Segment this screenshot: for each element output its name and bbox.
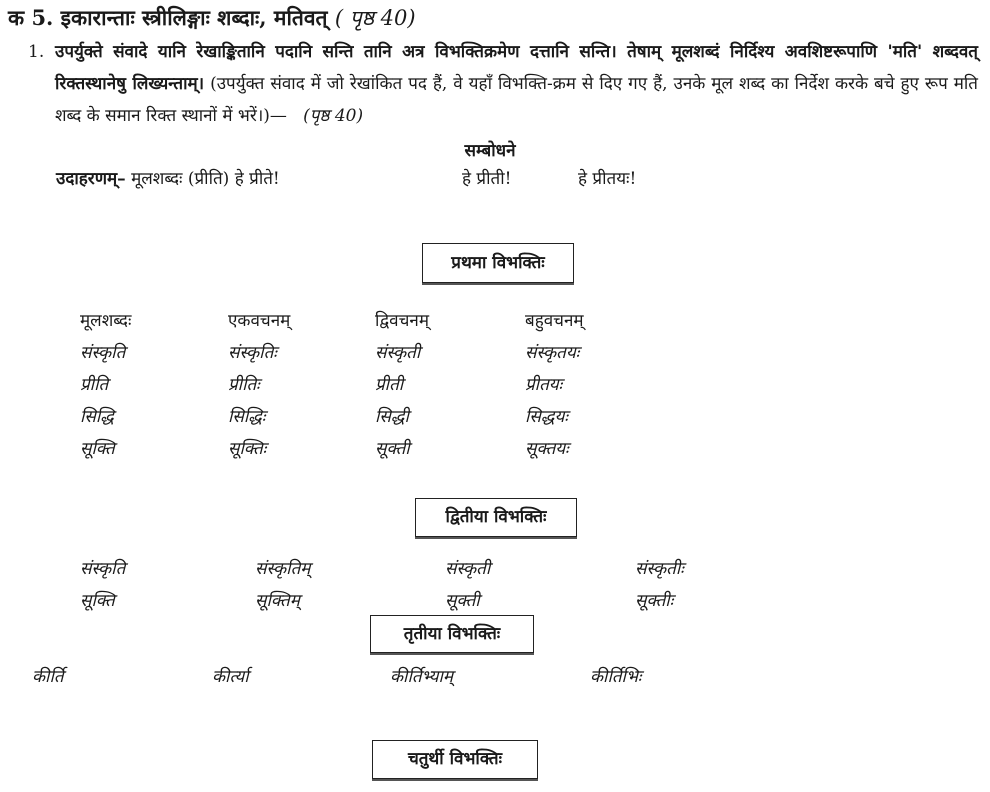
table-cell: सिद्धी	[375, 407, 409, 427]
table-cell: सूक्ति	[80, 591, 115, 611]
table-cell: सिद्धि	[80, 407, 114, 427]
example-text: मूलशब्दः (प्रीति) हे प्रीते!	[131, 169, 280, 189]
question-sanskrit: उपर्युक्ते संवादे यानि रेखाङ्कितानि पदानि सन्ति तानि अत्र विभक्तिक्रमेण दत्तानि सन्ति। तेषाम् मूलशब्दं निर्दिश्य अवशिष्टरूपाणि 'मति' शब्दवत् रिक्तस्थानेषु लिख्यन्ताम्।	[55, 42, 978, 94]
chaturthi-heading: चतुर्थी विभक्तिः	[372, 740, 538, 779]
table-cell: संस्कृती	[375, 343, 421, 363]
table-cell: प्रीति	[80, 375, 109, 395]
table-cell: सूक्तीः	[635, 591, 674, 611]
table-cell: कीर्ति	[32, 667, 64, 687]
question-hindi: (उपर्युक्त संवाद में जो रेखांकित पद हैं, वे यहाँ विभक्ति-क्रम से दिए गए हैं, उनके मूल शब्द का निर्देश करके बचे हुए रूप मति शब्द के समान रिक्त स्थानों में भरें।)—	[55, 74, 978, 126]
table-cell: सूक्ति	[80, 439, 115, 459]
table-cell: सूक्ती	[375, 439, 410, 459]
table-cell: संस्कृती	[445, 559, 491, 579]
table-cell: प्रीतयः	[525, 375, 563, 395]
table-cell: सिद्धयः	[525, 407, 568, 427]
table-cell: संस्कृतिः	[228, 343, 277, 363]
sambodhane-heading: सम्बोधने	[464, 141, 516, 161]
table-cell: कीर्तिभिः	[590, 667, 642, 687]
section-title-text: क 5. इकारान्ताः स्त्रीलिङ्गाः शब्दाः, मतिवत्	[8, 5, 328, 30]
table-cell: एकवचनम्	[228, 311, 291, 331]
table-cell: बहुवचनम्	[525, 311, 584, 331]
example-line	[56, 166, 280, 189]
table-cell: कीर्त्या	[212, 667, 249, 687]
table-cell: द्विवचनम्	[375, 311, 430, 331]
table-cell: कीर्तिभ्याम्	[390, 667, 454, 687]
table-cell: मूलशब्दः	[80, 311, 132, 331]
table-cell: संस्कृति	[80, 559, 126, 579]
dvitiya-heading: द्वितीया विभक्तिः	[415, 498, 577, 537]
example-plural: हे प्रीतयः!	[578, 169, 637, 189]
table-cell: संस्कृतयः	[525, 343, 580, 363]
table-cell: संस्कृतीः	[635, 559, 684, 579]
table-cell: सिद्धिः	[228, 407, 266, 427]
table-cell: सूक्तिम्	[255, 591, 300, 611]
section-page-ref: ( पृष्ठ 40)	[334, 6, 416, 30]
section-title	[8, 4, 416, 32]
example-label: उदाहरणम्–	[56, 169, 126, 189]
prathama-heading: प्रथमा विभक्तिः	[422, 243, 574, 283]
tritiya-heading: तृतीया विभक्तिः	[370, 615, 534, 653]
table-cell: प्रीतिः	[228, 375, 260, 395]
table-cell: सूक्ती	[445, 591, 480, 611]
table-cell: संस्कृतिम्	[255, 559, 311, 579]
table-cell: सूक्तिः	[228, 439, 267, 459]
table-cell: सूक्तयः	[525, 439, 569, 459]
example-dual: हे प्रीती!	[462, 169, 512, 189]
question-1	[28, 36, 978, 132]
question-number: 1.	[28, 42, 45, 62]
table-cell: संस्कृति	[80, 343, 126, 363]
question-page-ref: (पृष्ठ 40)	[303, 106, 364, 126]
table-cell: प्रीती	[375, 375, 404, 395]
